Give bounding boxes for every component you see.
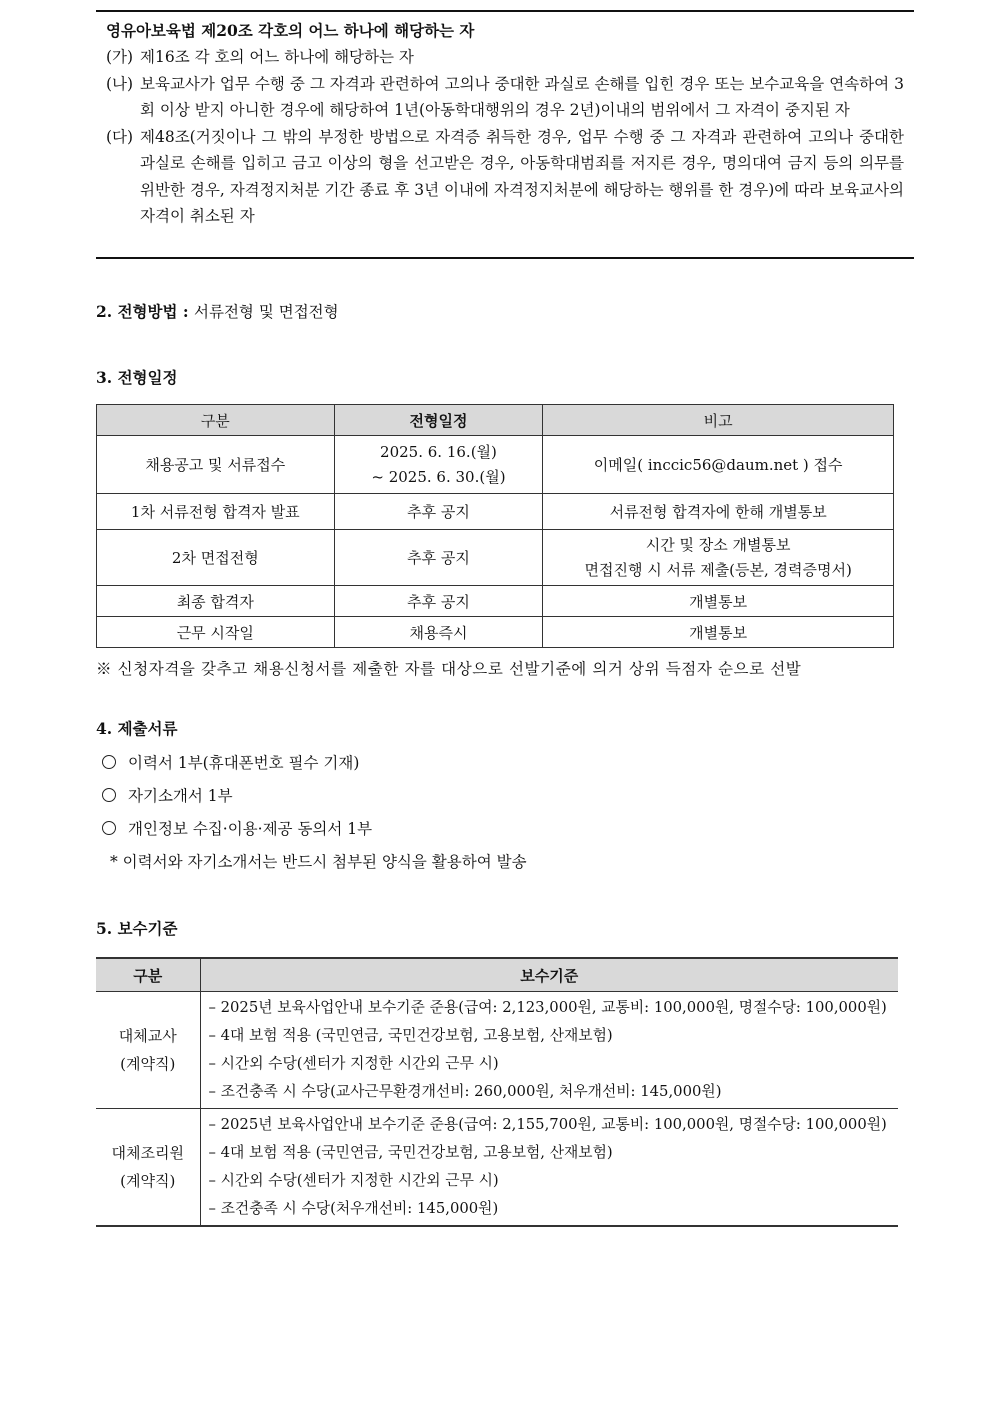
pay-line: – 조건충족 시 수당(교사근무환경개선비: 260,000원, 처우개선비: 145,000원) <box>208 1083 722 1100</box>
row-remark: 개별통보 <box>543 617 894 648</box>
row-category: 최종 합격자 <box>97 586 335 617</box>
qualification-title: 영유아보육법 제20조 각호의 어느 하나에 해당하는 자 <box>106 21 475 40</box>
col-header-category: 구분 <box>96 958 200 992</box>
circle-bullet-icon <box>102 821 116 835</box>
remark-line: 시간 및 장소 개별통보 <box>645 535 791 554</box>
pay-line: – 조건충족 시 수당(처우개선비: 145,000원) <box>208 1200 499 1217</box>
category-line: (계약직) <box>120 1055 176 1073</box>
row-schedule: 추후 공지 <box>334 586 543 617</box>
item-marker: (나) <box>106 74 134 93</box>
qualification-box <box>96 10 914 259</box>
pay-line: – 4대 보험 적용 (국민연금, 국민건강보험, 고용보험, 산재보험) <box>208 1027 613 1044</box>
row-category: 채용공고 및 서류접수 <box>97 436 335 494</box>
pay-line: – 2025년 보육사업안내 보수기준 준용(급여: 2,155,700원, 교통비: 100,000원, 명절수당: 100,000원) <box>208 1116 887 1133</box>
item-text: 제16조 각 호의 어느 하나에 해당하는 자 <box>140 48 414 66</box>
document-item-text: 자기소개서 1부 <box>128 787 233 805</box>
row-remark: 개별통보 <box>543 586 894 617</box>
row-schedule: 추후 공지 <box>334 494 543 530</box>
table-row <box>97 586 894 617</box>
category-line: (계약직) <box>120 1172 176 1190</box>
pay-line: – 시간외 수당(센터가 지정한 시간외 근무 시) <box>208 1172 499 1189</box>
documents-note: * 이력서와 자기소개서는 반드시 첨부된 양식을 활용하여 발송 <box>110 853 527 871</box>
item-marker: (가) <box>106 48 134 66</box>
item-text: 보육교사가 업무 수행 중 그 자격과 관련하여 고의나 중대한 과실로 손해를 입힌 경우 또는 보수교육을 연속하여 3회 이상 받지 아니한 경우에 해당하여 1년(아동학대행위의 경우 2년)이내의 범위에서 그 자격이 중지된 자 <box>140 74 904 119</box>
table-row <box>97 494 894 530</box>
row-remark: 서류전형 합격자에 한해 개별통보 <box>543 494 894 530</box>
row-pay-details <box>200 1109 898 1227</box>
schedule-line: 2025. 6. 16.(월) <box>380 442 497 461</box>
row-remark <box>543 530 894 586</box>
col-header-remark: 비고 <box>543 405 894 436</box>
row-category: 2차 면접전형 <box>97 530 335 586</box>
table-row <box>97 617 894 648</box>
pay-table <box>96 957 898 1227</box>
section-4-heading: 4. 제출서류 <box>96 719 178 738</box>
col-header-schedule: 전형일정 <box>334 405 543 436</box>
qualification-item <box>106 71 904 124</box>
qualification-item <box>106 44 904 71</box>
document-item-text: 개인정보 수집·이용·제공 동의서 1부 <box>128 820 373 838</box>
row-remark: 이메일( inccic56@daum.net ) 접수 <box>543 436 894 494</box>
col-header-category: 구분 <box>97 405 335 436</box>
circle-bullet-icon <box>102 788 116 802</box>
col-header-pay: 보수기준 <box>200 958 898 992</box>
section-2-heading <box>96 301 339 323</box>
table-row <box>96 1109 898 1227</box>
document-item <box>102 752 359 774</box>
pay-line: – 4대 보험 적용 (국민연금, 국민건강보험, 고용보험, 산재보험) <box>208 1144 613 1161</box>
table-row <box>97 436 894 494</box>
category-line: 대체조리원 <box>111 1144 184 1162</box>
row-category: 1차 서류전형 합격자 발표 <box>97 494 335 530</box>
table-row <box>96 992 898 1109</box>
row-schedule: 채용즉시 <box>334 617 543 648</box>
document-item <box>102 818 372 840</box>
category-line: 대체교사 <box>118 1027 177 1045</box>
schedule-note: ※ 신청자격을 갖추고 채용신청서를 제출한 자를 대상으로 선발기준에 의거 상위 득점자 순으로 선발 <box>96 660 802 678</box>
qualification-item <box>106 124 904 230</box>
remark-line: 면접진행 시 서류 제출(등본, 경력증명서) <box>584 560 852 579</box>
row-schedule: 추후 공지 <box>334 530 543 586</box>
document-item-text: 이력서 1부(휴대폰번호 필수 기재) <box>128 754 360 772</box>
item-marker: (다) <box>106 127 134 146</box>
row-category <box>96 992 200 1109</box>
pay-line: – 시간외 수당(센터가 지정한 시간외 근무 시) <box>208 1055 499 1072</box>
schedule-line: ~ 2025. 6. 30.(월) <box>371 467 506 486</box>
document-item <box>102 785 233 807</box>
schedule-table <box>96 404 894 648</box>
row-category <box>96 1109 200 1227</box>
table-row <box>97 530 894 586</box>
row-pay-details <box>200 992 898 1109</box>
row-schedule <box>334 436 543 494</box>
item-text: 제48조(거짓이나 그 밖의 부정한 방법으로 자격증 취득한 경우, 업무 수행 중 그 자격과 관련하여 고의나 중대한 과실로 손해를 입히고 금고 이상의 형을 선고받은 경우, 아동학대범죄를 저지른 경우, 명의대여 금지 등의 의무를 위반한 경우, 자격정지처분 기간 종료 후 3년 이내에 자격정지처분에 해당하는 행위를 한 경우)에 따라 보육교사의 자격이 취소된 자 <box>140 127 904 225</box>
section-2-label: 2. 전형방법 : <box>96 302 189 321</box>
circle-bullet-icon <box>102 755 116 769</box>
section-3-heading: 3. 전형일정 <box>96 368 178 387</box>
row-category: 근무 시작일 <box>97 617 335 648</box>
section-2-value: 서류전형 및 면접전형 <box>194 303 339 321</box>
pay-line: – 2025년 보육사업안내 보수기준 준용(급여: 2,123,000원, 교통비: 100,000원, 명절수당: 100,000원) <box>208 999 887 1016</box>
section-5-heading: 5. 보수기준 <box>96 919 178 938</box>
